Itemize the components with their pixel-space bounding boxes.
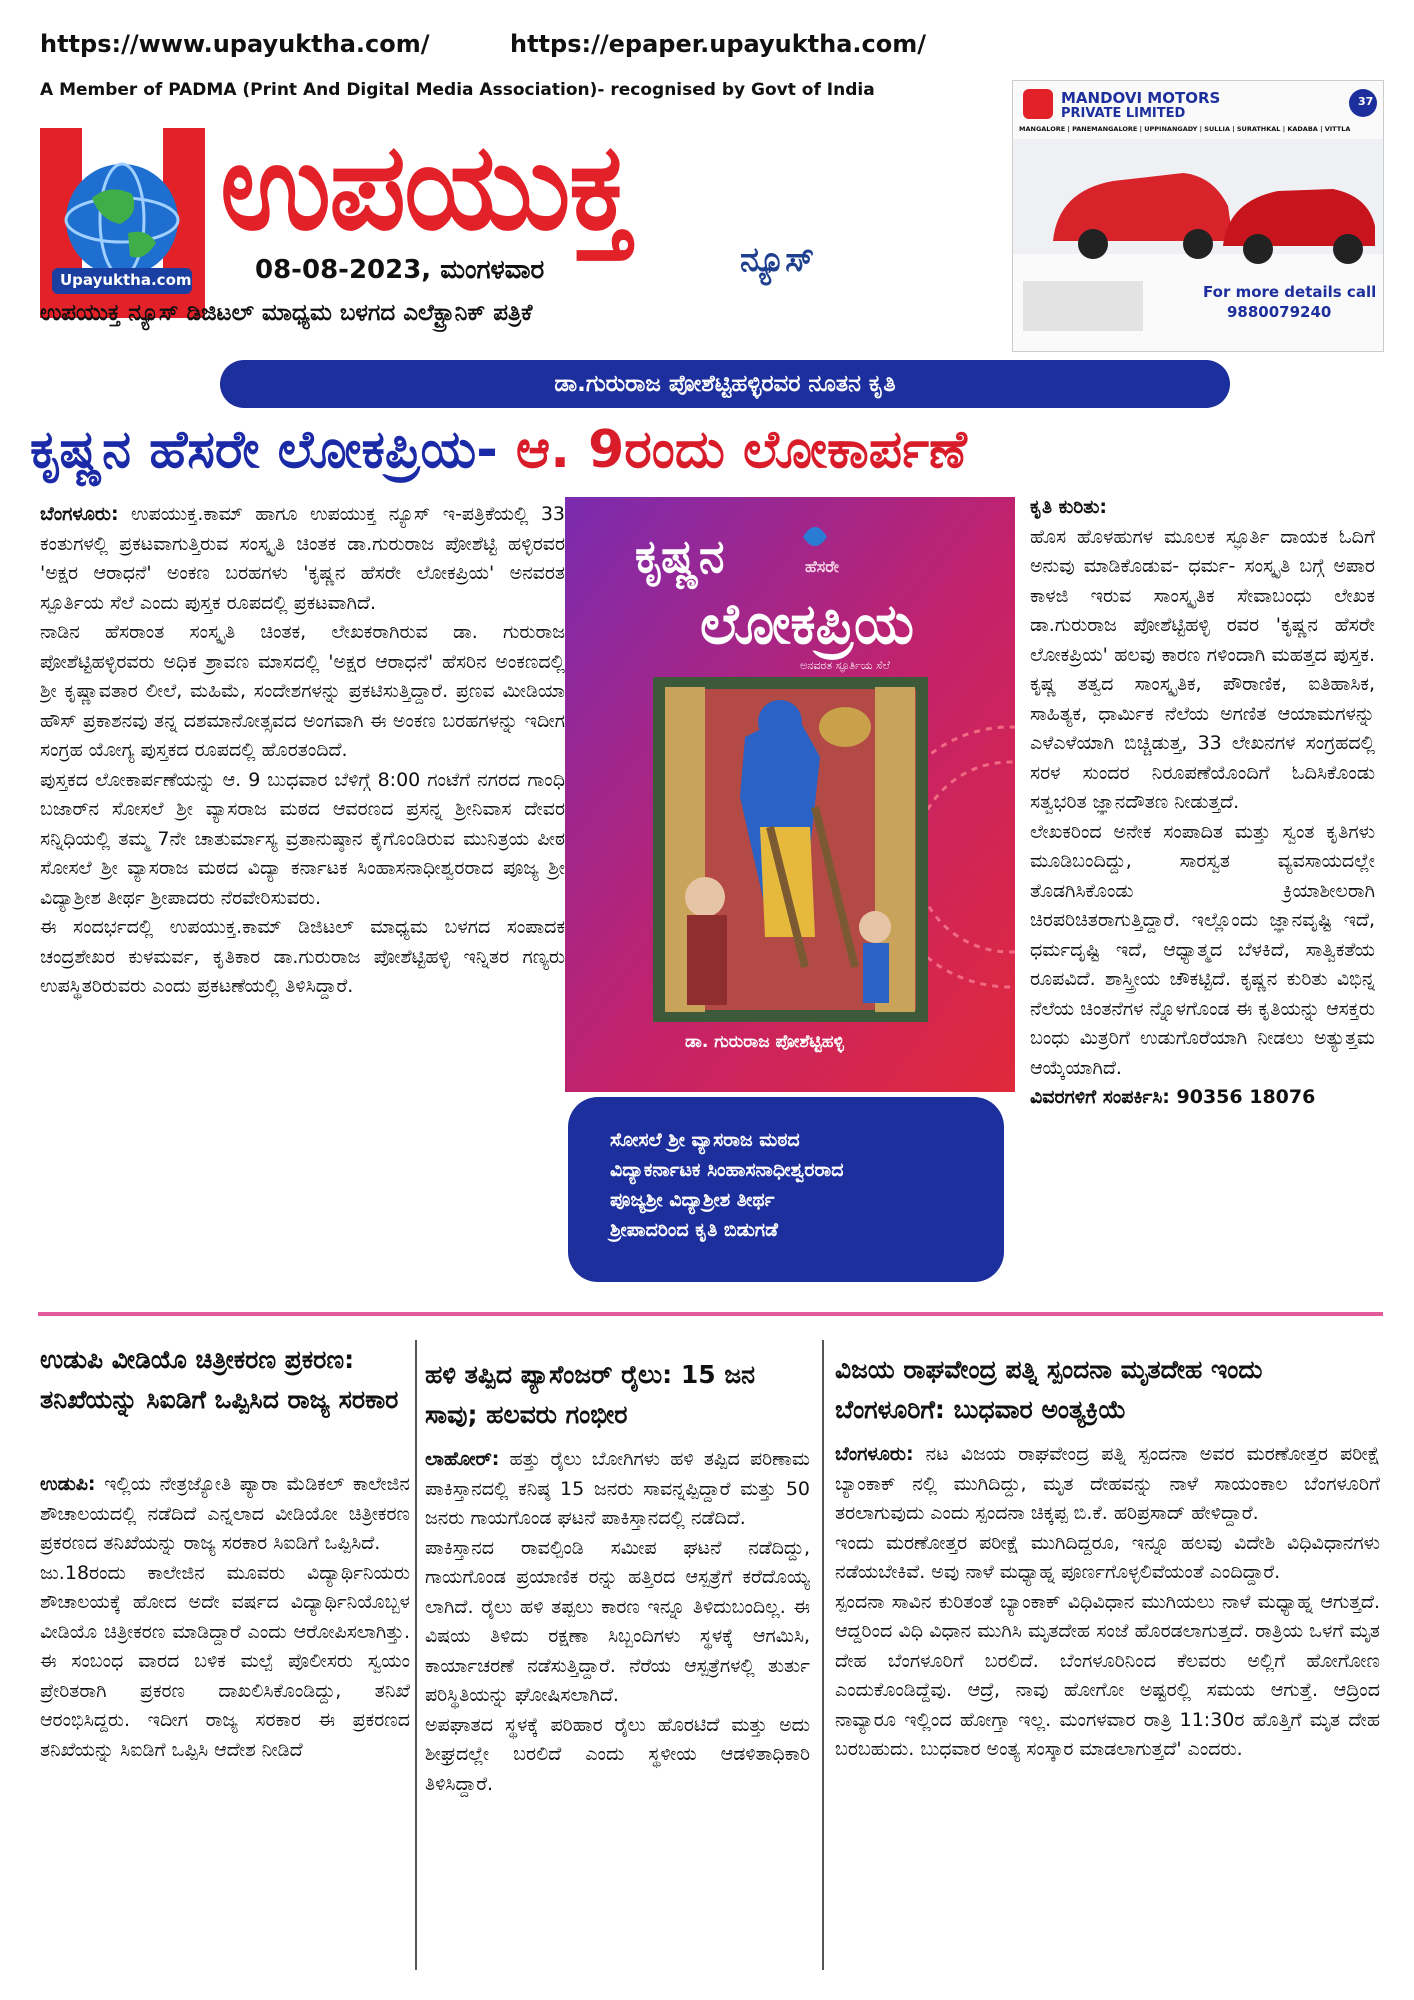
brief2-p1: ಹತ್ತು ರೈಲು ಬೋಗಿಗಳು ಹಳಿ ತಪ್ಪಿದ ಪರಿಣಾಮ ಪಾಕಿಸ್ತಾನದಲ್ಲಿ ಕನಿಷ್ಠ 15 ಜನರು ಸಾವನ್ನಪ್ಪಿದ್ದಾರೆ ಮತ್ತು 50 ಜನರು ಗಾಯಗೊಂಡ ಘಟನೆ ಪಾಕಿಸ್ತಾನದಲ್ಲಿ ನಡೆದಿದೆ.: [425, 1448, 810, 1529]
ad-company-sub: PRIVATE LIMITED: [1061, 106, 1186, 121]
masthead-news-word: ನ್ಯೂಸ್: [740, 240, 815, 280]
epaper-url-link[interactable]: https://epaper.upayuktha.com/: [510, 30, 927, 58]
brief2-p2: ಪಾಕಿಸ್ತಾನದ ರಾವಲ್ಪಿಂಡಿ ಸಮೀಪ ಘಟನೆ ನಡೆದಿದ್ದು, ಗಾಯಗೊಂಡ ಪ್ರಯಾಣಿಕ ರನ್ನು ಹತ್ತಿರದ ಆಸ್ಪತ್ರೆಗೆ ಕರೆದೊಯ್ಯ ಲಾಗಿದೆ. ರೈಲು ಹಳಿ ತಪ್ಪಲು ಕಾರಣ ಇನ್ನೂ ತಿಳಿದುಬಂದಿಲ್ಲ. ಈ ವಿಷಯ ತಿಳಿದು ರಕ್ಷಣಾ ಸಿಬ್ಬಂದಿಗಳು ಸ್ಥಳಕ್ಕೆ ಆಗಮಿಸಿ, ಕಾರ್ಯಾಚರಣೆ ನಡೆಸುತ್ತಿದ್ದಾರೆ. ನೆರೆಯ ಆಸ್ಪತ್ರೆಗಳಲ್ಲಿ ತುರ್ತು ಪರಿಸ್ಥಿತಿಯನ್ನು ಘೋಷಿಸಲಾಗಿದೆ.: [425, 1536, 810, 1706]
section-divider: [38, 1312, 1383, 1316]
book-subtitle: ಅನವರತ ಸ್ಫೂರ್ತಿಯ ಸೆಲೆ: [800, 659, 890, 672]
lead-kicker: ಡಾ.ಗುರುರಾಜ ಪೋಶೆಟ್ಟಿಹಳ್ಳಿರವರ ನೂತನ ಕೃತಿ: [220, 360, 1230, 408]
ad-branches: MANGALORE | PANEMANGALORE | UPPINANGADY | SULLIA | SURATHKAL | KADABA | VITTLA: [1019, 125, 1351, 133]
lead-headline-red: ಆ. 9ರಂದು ಲೋಕಾರ್ಪಣೆ: [497, 420, 967, 480]
lead-p3: ಪುಸ್ತಕದ ಲೋಕಾರ್ಪಣೆಯನ್ನು ಆ. 9 ಬುಧವಾರ ಬೆಳಿಗ್ಗೆ 8:00 ಗಂಟೆಗೆ ನಗರದ ಗಾಂಧಿ ಬಜಾರ್‌ನ ಸೋಸಲೆ ಶ್ರೀ ವ್ಯಾಸರಾಜ ಮಠದ ಆವರಣದ ಪ್ರಸನ್ನ ಶ್ರೀನಿವಾಸ ದೇವರ ಸನ್ನಿಧಿಯಲ್ಲಿ ತಮ್ಮ 7ನೇ ಚಾತುರ್ಮಾಸ್ಯ ವ್ರತಾನುಷ್ಠಾನ ಕೈಗೊಂಡಿರುವ ಮುನಿತ್ರಯ ಪೀಠ ಸೋಸಲೆ ಶ್ರೀ ವ್ಯಾಸರಾಜ ಮಠದ ವಿದ್ಯಾ ಕರ್ನಾಟಕ ಸಿಂಹಾಸನಾಧೀಶ್ವರರಾದ ಪೂಜ್ಯ ಶ್ರೀ ವಿದ್ಯಾಶ್ರೀಶ ತೀರ್ಥ ಶ್ರೀಪಾದರು ನೆರವೇರಿಸುವರು.: [40, 768, 565, 909]
membership-line: A Member of PADMA (Print And Digital Media Association)- recognised by Govt of India: [40, 80, 875, 100]
ad-company: MANDOVI MOTORS: [1061, 89, 1221, 107]
tagline: ಉಪಯುಕ್ತ ನ್ಯೂಸ್ ಡಿಜಿಟಲ್ ಮಾಧ್ಯಮ ಬಳಗದ ಎಲೆಕ್ಟ್ರಾನಿಕ್ ಪತ್ರಿಕೆ: [40, 300, 533, 326]
brief1-dateline: ಉಡುಪಿ:: [40, 1473, 96, 1495]
upayuktha-logo: [40, 128, 205, 318]
column-rule: [822, 1340, 824, 1970]
brief2-headline: ಹಳಿ ತಪ್ಪಿದ ಪ್ಯಾಸೆಂಜರ್ ರೈಲು: 15 ಜನ ಸಾವು; ಹಲವರು ಗಂಭೀರ: [425, 1360, 756, 1429]
book-title-top: ಕೃಷ್ಣನ: [635, 529, 725, 583]
about-book-column: [1030, 493, 1375, 1293]
masthead-title: ಉಪಯುಕ್ತ: [220, 118, 631, 257]
book-title-small: ಹೆಸರೇ: [805, 557, 839, 576]
lead-dateline: ಬೆಂಗಳೂರು:: [40, 503, 119, 525]
about-heading: ಕೃತಿ ಕುರಿತು:: [1030, 496, 1108, 518]
brief3-headline: ವಿಜಯ ರಾಘವೇಂದ್ರ ಪತ್ನಿ ಸ್ಪಂದನಾ ಮೃತದೇಹ ಇಂದು ಬೆಂಗಳೂರಿಗೆ: ಬುಧವಾರ ಅಂತ್ಯಕ್ರಿಯೆ: [835, 1355, 1263, 1424]
ad-badge: 37: [1358, 95, 1374, 108]
brief3-p1: ನಟ ವಿಜಯ ರಾಘವೇಂದ್ರ ಪತ್ನಿ ಸ್ಪಂದನಾ ಅವರ ಮರಣೋತ್ತರ ಪರೀಕ್ಷೆ ಬ್ಯಾಂಕಾಕ್ ನಲ್ಲಿ ಮುಗಿದಿದ್ದು, ಮೃತ ದೇಹವನ್ನು ನಾಳೆ ಸಾಯಂಕಾಲ ಬೆಂಗಳೂರಿಗೆ ತರಲಾಗುವುದು ಎಂದು ಸ್ಪಂದನಾ ಚಿಕ್ಕಪ್ಪ ಬಿ.ಕೆ. ಹರಿಪ್ರಸಾದ್ ಹೇಳಿದ್ದಾರೆ.: [835, 1443, 1380, 1524]
lead-p4: ಈ ಸಂದರ್ಭದಲ್ಲಿ ಉಪಯುಕ್ತ.ಕಾಮ್ ಡಿಜಿಟಲ್ ಮಾಧ್ಯಮ ಬಳಗದ ಸಂಪಾದಕ ಚಂದ್ರಶೇಖರ ಕುಳಮರ್ವ, ಕೃತಿಕಾರ ಡಾ.ಗುರುರಾಜ ಪೋಶೆಟ್ಟಿಹಳ್ಳಿ ಇನ್ನಿತರ ಗಣ್ಯರು ಉಪಸ್ಥಿತರಿರುವರು ಎಂದು ಪ್ರಕಟಣೆಯಲ್ಲಿ ತಿಳಿಸಿದ್ದಾರೆ.: [40, 916, 565, 997]
brief1-p2: ಜು.18ರಂದು ಕಾಲೇಜಿನ ಮೂವರು ವಿದ್ಯಾರ್ಥಿನಿಯರು ಶೌಚಾಲಯಕ್ಕೆ ಹೋದ ಅದೇ ವರ್ಷದ ವಿದ್ಯಾರ್ಥಿನಿಯೊಬ್ಬಳ ವೀಡಿಯೊ ಚಿತ್ರೀಕರಣ ಮಾಡಿದ್ದಾರೆ ಎಂದು ಆರೋಪಿಸಲಾಗಿತ್ತು. ಈ ಸಂಬಂಧ ವಾರದ ಬಳಿಕ ಮಲ್ಪೆ ಪೊಲೀಸರು ಸ್ವಯಂ ಪ್ರೇರಿತರಾಗಿ ಪ್ರಕರಣ ದಾಖಲಿಸಿಕೊಂಡಿದ್ದು, ತನಿಖೆ ಆರಂಭಿಸಿದ್ದರು. ಇದೀಗ ರಾಜ್ಯ ಸರಕಾರ ಈ ಪ್ರಕರಣದ ತನಿಖೆಯನ್ನು ಸಿಐಡಿಗೆ ಒಪ್ಪಿಸಿ ಆದೇಶ ನೀಡಿದೆ: [40, 1561, 410, 1761]
brief3-body: [835, 1440, 1380, 1970]
lead-p2: ನಾಡಿನ ಹೆಸರಾಂತ ಸಂಸ್ಕೃತಿ ಚಿಂತಕ, ಲೇಖಕರಾಗಿರುವ ಡಾ. ಗುರುರಾಜ ಪೋಶೆಟ್ಟಿಹಳ್ಳಿರವರು ಅಧಿಕ ಶ್ರಾವಣ ಮಾಸದಲ್ಲಿ 'ಅಕ್ಷರ ಆರಾಧನೆ' ಹೆಸರಿನ ಅಂಕಣದಲ್ಲಿ ಶ್ರೀ ಕೃಷ್ಣಾವತಾರ ಲೀಲೆ, ಮಹಿಮೆ, ಸಂದೇಶಗಳನ್ನು ಪ್ರಕಟಿಸುತ್ತಿದ್ದಾರೆ. ಪ್ರಣವ ಮೀಡಿಯಾ ಹೌಸ್ ಪ್ರಕಾಶನವು ತನ್ನ ದಶಮಾನೋತ್ಸವದ ಅಂಗವಾಗಿ ಈ ಅಂಕಣ ಬರಹಗಳನ್ನು ಇದೀಗ ಸಂಗ್ರಹ ಯೋಗ್ಯ ಪುಸ್ತಕದ ರೂಪದಲ್ಲಿ ಹೊರತಂದಿದೆ.: [40, 621, 565, 761]
brief3-p3: ಸ್ಪಂದನಾ ಸಾವಿನ ಕುರಿತಂತೆ ಬ್ಯಾಂಕಾಕ್ ವಿಧಿವಿಧಾನ ಮುಗಿಯಲು ನಾಳೆ ಮಧ್ಯಾಹ್ನ ಆಗುತ್ತದೆ. ಆದ್ದರಿಂದ ವಿಧಿ ವಿಧಾನ ಮುಗಿಸಿ ಮೃತದೇಹ ಸಂಜೆ ಹೊರಡಲಾಗುತ್ತದೆ. ರಾತ್ರಿಯ ಒಳಗೆ ಮೃತ ದೇಹ ಬೆಂಗಳೂರಿಗೆ ಬರಲಿದೆ. ಬೆಂಗಳೂರಿನಿಂದ ಕೆಲವರು ಅಲ್ಲಿಗೆ ಹೋಗೋಣ ಎಂದುಕೊಂಡಿದ್ದೆವು. ಆದ್ರೆ, ನಾವು ಹೋಗೋ ಅಷ್ಟರಲ್ಲಿ ಸಮಯ ಆಗುತ್ತೆ. ಆದ್ರಿಂದ ನಾವ್ಯಾರೂ ಇಲ್ಲಿಂದ ಹೋಗ್ತಾ ಇಲ್ಲ. ಮಂಗಳವಾರ ರಾತ್ರಿ 11:30ರ ಹೊತ್ತಿಗೆ ಮೃತ ದೇಹ ಬರಬಹುದು. ಬುಧವಾರ ಅಂತ್ಯ ಸಂಸ್ಕಾರ ಮಾಡಲಾಗುತ್ತದೆ' ಎಂದರು.: [835, 1590, 1380, 1760]
release-callout: [568, 1097, 1004, 1282]
site-url-link[interactable]: https://www.upayuktha.com/: [40, 30, 430, 58]
brief3-dateline: ಬೆಂಗಳೂರು:: [835, 1443, 914, 1465]
brief3-p2: ಇಂದು ಮರಣೋತ್ತರ ಪರೀಕ್ಷೆ ಮುಗಿದಿದ್ದರೂ, ಇನ್ನೂ ಹಲವು ವಿದೇಶಿ ವಿಧಿವಿಧಾನಗಳು ನಡೆಯಬೇಕಿವೆ. ಅವು ನಾಳೆ ಮಧ್ಯಾಹ್ನ ಪೂರ್ಣಗೊಳ್ಳಲಿವೆಯಂತೆ ಎಂದಿದ್ದಾರೆ.: [835, 1531, 1380, 1583]
callout-line-2: ವಿದ್ಯಾಕರ್ನಾಟಕ ಸಿಂಹಾಸನಾಧೀಶ್ವರರಾದ: [610, 1159, 844, 1181]
brief2-body: [425, 1445, 810, 1970]
book-title-main: ಲೋಕಪ್ರಿಯ: [700, 592, 914, 657]
lead-body: [40, 500, 565, 1290]
issue-date: 08-08-2023, ಮಂಗಳವಾರ: [255, 255, 545, 285]
callout-line-4: ಶ್ರೀಪಾದರಿಂದ ಕೃತಿ ಬಿಡುಗಡೆ: [610, 1219, 778, 1241]
about-p1: ಹೊಸ ಹೊಳಹುಗಳ ಮೂಲಕ ಸ್ಫೂರ್ತಿ ದಾಯಕ ಓದಿಗೆ ಅನುವು ಮಾಡಿಕೊಡುವ- ಧರ್ಮ- ಸಂಸ್ಕೃತಿ ಬಗ್ಗೆ ಅಪಾರ ಕಾಳಜಿ ಇರುವ ಸಾಂಸ್ಕೃತಿಕ ಸೇವಾಬಂಧು ಲೇಖಕ ಡಾ.ಗುರುರಾಜ ಪೋಶೆಟ್ಟಿಹಳ್ಳಿ ರವರ 'ಕೃಷ್ಣನ ಹೆಸರೇ ಲೋಕಪ್ರಿಯ' ಹಲವು ಕಾರಣ ಗಳಿಂದಾಗಿ ಮಹತ್ತದ ಪುಸ್ತಕ. ಕೃಷ್ಣ ತತ್ವದ ಸಾಂಸ್ಕೃತಿಕ, ಪೌರಾಣಿಕ, ಐತಿಹಾಸಿಕ, ಸಾಹಿತ್ಯಕ, ಧಾರ್ಮಿಕ ನೆಲೆಯ ಅಗಣಿತ ಆಯಾಮಗಳನ್ನು ಎಳೆಎಳೆಯಾಗಿ ಬಿಚ್ಚಿಡುತ್ತ, 33 ಲೇಖನಗಳ ಸಂಗ್ರಹದಲ್ಲಿ ಸರಳ ಸುಂದರ ನಿರೂಪಣೆಯೊಂದಿಗೆ ಓದಿಸಿಕೊಂಡು ಸತ್ವಭರಿತ ಜ್ಞಾನದೌತಣ ನೀಡುತ್ತದೆ.: [1030, 525, 1375, 813]
book-author: ಡಾ. ಗುರುರಾಜ ಪೋಶೆಟ್ಟಿಹಳ್ಳಿ: [685, 1032, 844, 1052]
column-rule: [415, 1340, 417, 1970]
lead-headline: [30, 420, 1390, 481]
brief1-p1: ಇಲ್ಲಿಯ ನೇತ್ರಜ್ಯೋತಿ ಪ್ಯಾರಾ ಮೆಡಿಕಲ್ ಕಾಲೇಜಿನ ಶೌಚಾಲಯದಲ್ಲಿ ನಡೆದಿದೆ ಎನ್ನಲಾದ ವೀಡಿಯೋ ಚಿತ್ರೀಕರಣ ಪ್ರಕರಣದ ತನಿಖೆಯನ್ನು ರಾಜ್ಯ ಸರಕಾರ ಸಿಐಡಿಗೆ ಒಪ್ಪಿಸಿದೆ.: [40, 1473, 410, 1554]
callout-line-1: ಸೋಸಲೆ ಶ್ರೀ ವ್ಯಾಸರಾಜ ಮಠದ: [610, 1129, 800, 1151]
brief1-headline: ಉಡುಪಿ ವೀಡಿಯೊ ಚಿತ್ರೀಕರಣ ಪ್ರಕರಣ: ತನಿಖೆಯನ್ನು ಸಿಐಡಿಗೆ ಒಪ್ಪಿಸಿದ ರಾಜ್ಯ ಸರಕಾರ: [40, 1345, 399, 1414]
about-contact: ವಿವರಗಳಿಗೆ ಸಂಪರ್ಕಿಸಿ: 90356 18076: [1030, 1086, 1316, 1108]
logo-text: Upayuktha.com: [60, 271, 192, 289]
brief2-p3: ಅಪಘಾತದ ಸ್ಥಳಕ್ಕೆ ಪರಿಹಾರ ರೈಲು ಹೊರಟಿದೆ ಮತ್ತು ಅದು ಶೀಘ್ರದಲ್ಲೇ ಬರಲಿದೆ ಎಂದು ಸ್ಥಳೀಯ ಆಡಳಿತಾಧಿಕಾರಿ ತಿಳಿಸಿದ್ದಾರೆ.: [425, 1713, 810, 1795]
about-p2: ಲೇಖಕರಿಂದ ಅನೇಕ ಸಂಪಾದಿತ ಮತ್ತು ಸ್ವಂತ ಕೃತಿಗಳು ಮೂಡಿಬಂದಿದ್ದು, ಸಾರಸ್ವತ ವ್ಯವಸಾಯದಲ್ಲೇ ತೊಡಗಿಸಿಕೊಂಡು ಕ್ರಿಯಾಶೀಲರಾಗಿ ಚಿರಪರಿಚಿತರಾಗುತ್ತಿದ್ದಾರೆ. ಇಲ್ಲೊಂದು ಜ್ಞಾನವೃಷ್ಟಿ ಇದೆ, ಧರ್ಮದೃಷ್ಟಿ ಇದೆ, ಆಧ್ಯಾತ್ಮದ ಬೆಳಕಿದೆ, ಸಾತ್ವಿಕತೆಯ ರೂಪವಿದೆ. ಶಾಸ್ತ್ರೀಯ ಚೌಕಟ್ಟಿದೆ. ಕೃಷ್ಣನ ಕುರಿತು ವಿಭಿನ್ನ ನೆಲೆಯ ಚಿಂತನೆಗಳ ನ್ನೊಳಗೊಂಡ ಈ ಕೃತಿಯನ್ನು ಆಸಕ್ತರು ಬಂಧು ಮಿತ್ರರಿಗೆ ಉಡುಗೊರೆಯಾಗಿ ನೀಡಲು ಅತ್ಯುತ್ತಮ ಆಯ್ಕೆಯಾಗಿದೆ.: [1030, 820, 1375, 1079]
book-cover-image: [565, 497, 1015, 1092]
lead-p1: ಉಪಯುಕ್ತ.ಕಾಮ್ ಹಾಗೂ ಉಪಯುಕ್ತ ನ್ಯೂಸ್ ಇ-ಪತ್ರಿಕೆಯಲ್ಲಿ 33 ಕಂತುಗಳಲ್ಲಿ ಪ್ರಕಟವಾಗುತ್ತಿರುವ ಸಂಸ್ಕೃತಿ ಚಿಂತಕ ಡಾ.ಗುರುರಾಜ ಪೋಶೆಟ್ಟಿ ಹಳ್ಳಿರವರ 'ಅಕ್ಷರ ಆರಾಧನೆ' ಅಂಕಣ ಬರಹಗಳು 'ಕೃಷ್ಣನ ಹೆಸರೇ ಲೋಕಪ್ರಿಯ' ಅನವರತ ಸ್ಪೂರ್ತಿಯ ಸೆಲೆ ಎಂದು ಪುಸ್ತಕ ರೂಪದಲ್ಲಿ ಪ್ರಕಟವಾಗಿದೆ.: [40, 503, 565, 614]
ad-cta: For more details call: [1203, 283, 1377, 301]
callout-line-3: ಪೂಜ್ಯಶ್ರೀ ವಿದ್ಯಾಶ್ರೀಶ ತೀರ್ಥ: [610, 1189, 775, 1211]
ad-phone: 9880079240: [1227, 303, 1332, 321]
mandovi-motors-ad[interactable]: [1012, 80, 1384, 352]
lead-headline-blue: ಕೃಷ್ಣನ ಹೆಸರೇ ಲೋಕಪ್ರಿಯ-: [30, 420, 498, 480]
brief2-dateline: ಲಾಹೋರ್:: [425, 1448, 500, 1470]
brief1-body: [40, 1470, 410, 1970]
